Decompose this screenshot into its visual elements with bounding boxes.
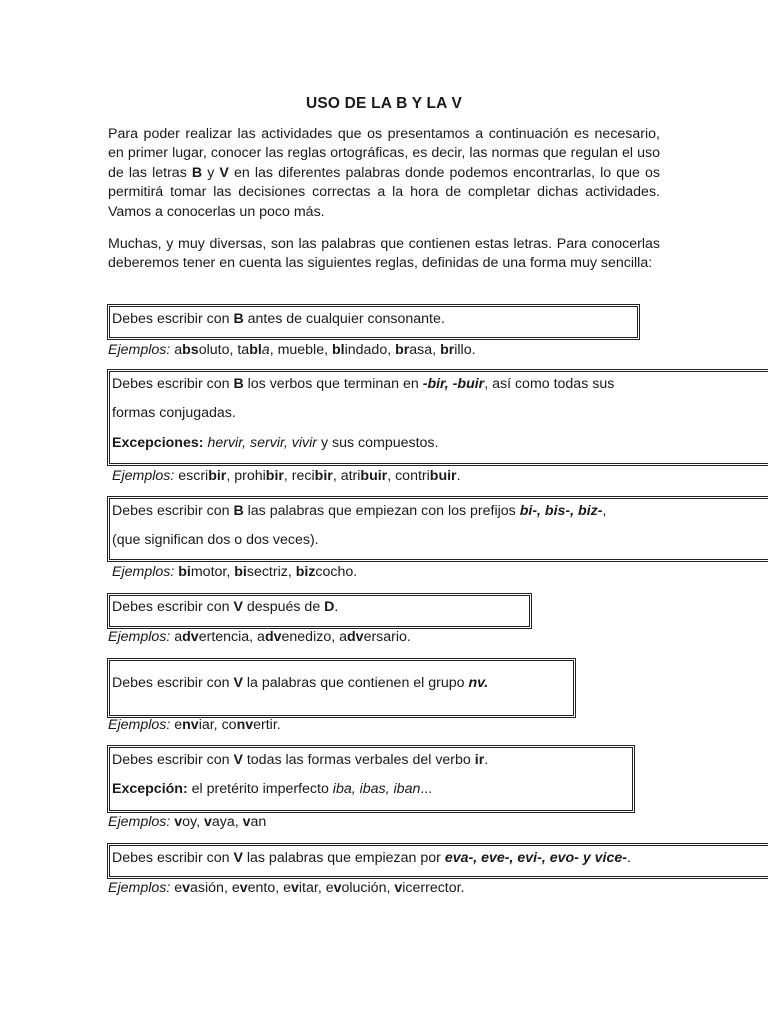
emphasis-bold: D <box>324 599 335 615</box>
emphasis-bold: V <box>233 675 243 691</box>
emphasis-bold: bir <box>265 468 284 484</box>
emphasis-bold: B <box>233 376 244 392</box>
emphasis-italic: Ejemplos: <box>108 814 171 830</box>
emphasis-bold: Excepción: <box>112 781 188 797</box>
emphasis-bold: B <box>233 311 244 327</box>
rule-box-3 <box>107 496 768 562</box>
emphasis-bold: br <box>440 342 455 358</box>
rule-6-line-1: Debes escribir con V todas las formas verbales del verbo ir. <box>112 752 489 768</box>
emphasis-bold: eva-, eve-, evi-, evo- y vice- <box>444 850 627 866</box>
rule-box-4 <box>107 593 532 629</box>
emphasis-bold: nv <box>182 717 199 733</box>
emphasis-bold: bl <box>249 342 262 358</box>
emphasis-italic: Ejemplos: <box>108 629 171 645</box>
emphasis-italic: a <box>261 342 270 358</box>
rule-2-examples: Ejemplos: escribir, prohibir, recibir, atribuir, contribuir. <box>112 468 461 484</box>
rule-3-line-1: Debes escribir con B las palabras que empiezan con los prefijos bi-, bis-, biz-, <box>112 503 607 519</box>
emphasis-bold: br <box>395 342 410 358</box>
rule-6-exception: Excepción: el pretérito imperfecto iba, ibas, iban... <box>112 781 433 797</box>
emphasis-bold: -bir, -buir <box>422 376 485 392</box>
emphasis-bold: dv <box>264 629 282 645</box>
rule-2-exceptions: Excepciones: hervir, servir, vivir y sus compuestos. <box>112 435 439 451</box>
emphasis-bold: v <box>182 880 191 896</box>
rule-3-examples: Ejemplos: bimotor, bisectriz, bizcocho. <box>112 564 358 580</box>
rule-box-2 <box>107 369 768 466</box>
rule-1-line: Debes escribir con B antes de cualquier consonante. <box>112 311 445 327</box>
emphasis-italic: Ejemplos: <box>108 880 171 896</box>
emphasis-bold: Excepciones: <box>112 435 204 451</box>
rule-3-line-2: (que significan dos o dos veces). <box>112 532 319 548</box>
rule-box-1 <box>107 304 640 340</box>
emphasis-bold: v <box>242 814 251 830</box>
emphasis-italic: Ejemplos: <box>112 468 175 484</box>
emphasis-bold: bi <box>178 564 191 580</box>
emphasis-bold: bi <box>234 564 247 580</box>
rule-6-examples: Ejemplos: voy, vaya, van <box>108 814 267 830</box>
emphasis-bold: v <box>239 880 248 896</box>
emphasis-bold: v <box>333 880 342 896</box>
emphasis-bold: v <box>394 880 403 896</box>
rule-5-line: Debes escribir con V la palabras que contienen el grupo nv. <box>112 675 489 691</box>
emphasis-italic: hervir, servir, vivir <box>207 435 318 451</box>
emphasis-bold: dv <box>182 629 199 645</box>
emphasis-italic: iba, ibas, iban <box>332 781 421 797</box>
letter-v: V <box>219 164 229 181</box>
emphasis-bold: v <box>203 814 212 830</box>
emphasis-bold: nv <box>236 717 254 733</box>
letter-b: B <box>191 164 203 181</box>
rule-7-line: Debes escribir con V las palabras que empiezan por eva-, eve-, evi-, evo- y vice-. <box>112 850 631 866</box>
emphasis-bold: nv. <box>468 675 489 691</box>
emphasis-bold: ir <box>474 752 485 768</box>
rule-box-7 <box>107 843 768 879</box>
rule-2-line-2: formas conjugadas. <box>112 405 236 421</box>
emphasis-bold: bir <box>208 468 227 484</box>
emphasis-italic: Ejemplos: <box>108 342 171 358</box>
emphasis-bold: bi-, bis-, biz- <box>519 503 603 519</box>
rule-box-5 <box>107 658 576 718</box>
emphasis-bold: V <box>233 850 243 866</box>
intro-paragraph-2: Muchas, y muy diversas, son las palabras que contienen estas letras. Para conocerlas deberemos tener en cuenta las siguientes reglas, definidas de una forma muy sencilla: <box>108 236 660 272</box>
emphasis-bold: dv <box>347 629 364 645</box>
emphasis-bold: bl <box>332 342 345 358</box>
rule-box-6 <box>107 745 635 813</box>
rule-1-examples: Ejemplos: absoluto, tabla, mueble, blindado, brasa, brillo. <box>108 342 476 358</box>
emphasis-bold: v <box>291 880 299 896</box>
emphasis-bold: v <box>174 814 183 830</box>
emphasis-bold: bs <box>182 342 199 358</box>
rule-4-line: Debes escribir con V después de D. <box>112 599 339 615</box>
emphasis-italic: Ejemplos: <box>112 564 175 580</box>
rule-4-examples: Ejemplos: advertencia, advenedizo, adversario. <box>108 629 411 645</box>
emphasis-italic: Ejemplos: <box>108 717 171 733</box>
emphasis-bold: V <box>233 752 243 768</box>
intro-paragraph-1: Para poder realizar las actividades que os presentamos a continuación es necesario, en primer lugar, conocer las reglas ortográficas, es decir, las normas que regulan el uso de las letras B y V en las diferentes palabras donde podemos encontrarlas, lo que os permitirá tomar las decisiones correctas a la hora de completar dichas actividades. Vamos a conocerlas un poco más. <box>108 126 660 220</box>
emphasis-bold: bir <box>314 468 333 484</box>
emphasis-bold: V <box>233 599 243 615</box>
emphasis-bold: buir <box>360 468 388 484</box>
emphasis-bold: buir <box>429 468 457 484</box>
rule-5-examples: Ejemplos: enviar, convertir. <box>108 717 281 733</box>
emphasis-bold: B <box>233 503 244 519</box>
rule-7-examples: Ejemplos: evasión, evento, evitar, evolución, vicerrector. <box>108 880 465 896</box>
rule-2-line-1: Debes escribir con B los verbos que terminan en -bir, -buir, así como todas sus <box>112 376 615 392</box>
document-title: USO DE LA B Y LA V <box>305 95 463 112</box>
emphasis-bold: biz <box>295 564 316 580</box>
